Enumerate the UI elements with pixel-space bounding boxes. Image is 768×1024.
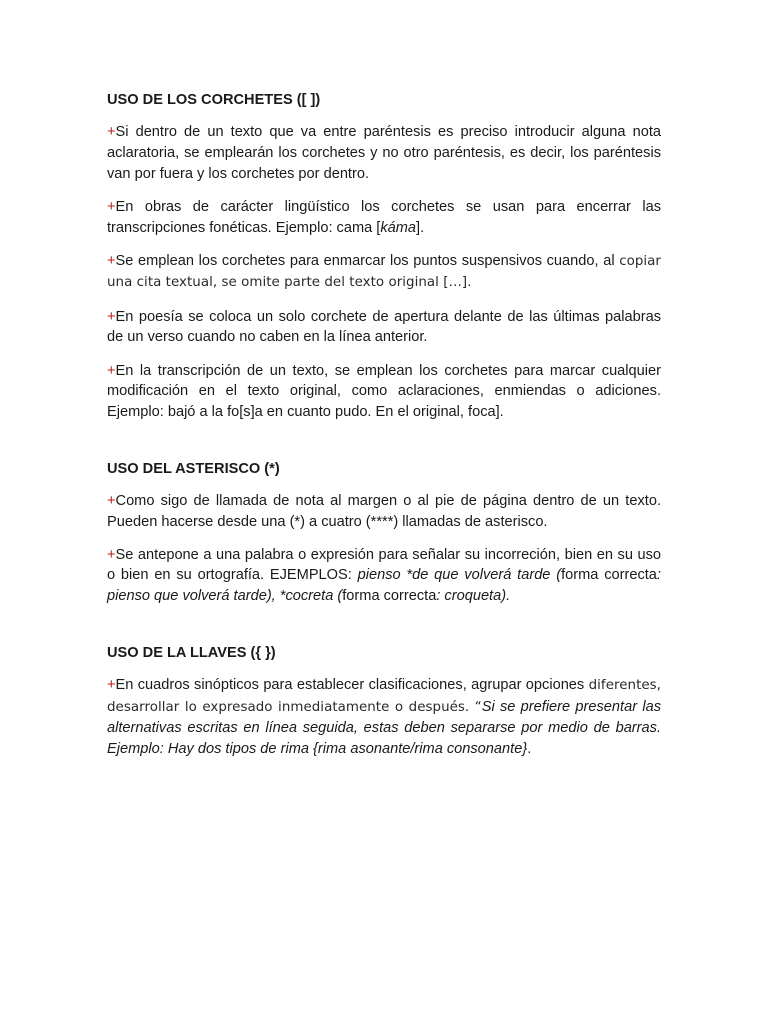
italic-text: Si se prefiere presentar las alternativas escritas en línea seguida, estas deben separarse por medio de barras. Ejemplo: Hay dos tipos de rima {rima asonante/rima consonante} [107,698,661,758]
paragraph [107,307,661,348]
paragraph-text: Si dentro de un texto que va entre paréntesis es preciso introducir alguna nota aclaratoria, se emplearán los corchetes y no otro paréntesis, es decir, los paréntesis van por fuera y los corchetes por dentro. [107,124,661,182]
plus-marker: + [107,677,116,694]
paragraph [107,675,661,760]
section-heading-corchetes: USO DE LOS CORCHETES ([ ]) [107,92,321,108]
paragraph-text: copiar una cita textual, se omite parte del texto original […]. [107,253,661,291]
plus-marker: + [107,124,116,141]
paragraph-text: En obras de carácter lingüístico los corchetes se usan para encerrar las transcripciones fonéticas. Ejemplo: cama [ [107,198,661,236]
paragraph-text: Se antepone a una palabra o expresión para señalar su incorreción, bien en su uso o bien en su ortografía. EJEMPLOS: [107,546,661,584]
paragraph [107,122,661,184]
section-heading-llaves: USO DE LA LLAVES ({ }) [107,644,276,661]
plus-marker: + [107,252,116,269]
italic-text: káma [380,219,417,236]
paragraph-text: forma correcta [561,567,657,584]
paragraph [107,251,661,294]
paragraph-text: . [527,741,532,758]
document-page [107,90,661,760]
italic-text: pienso *de que volverá tarde ( [357,567,562,584]
paragraph [107,491,661,532]
plus-marker: + [107,308,116,325]
paragraph-text: ]. [416,219,425,236]
plus-marker: + [107,492,116,509]
paragraph [107,361,661,423]
paragraph-text: Se emplean los corchetes para enmarcar los puntos suspensivos cuando, al [115,252,620,269]
paragraph [107,197,661,238]
paragraph-text: diferentes, desarrollar lo expresado inmediatamente o después. “ [107,678,661,715]
plus-marker: + [107,546,116,563]
paragraph-text: En poesía se coloca un solo corchete de apertura delante de las últimas palabras de un verso cuando no caben en la línea anterior. [107,308,661,346]
paragraph-text: Como sigo de llamada de nota al margen o al pie de página dentro de un texto. Pueden hacerse desde una (*) a cuatro (****) llamadas de asterisco. [107,492,661,530]
plus-marker: + [107,362,116,379]
paragraph-text: En cuadros sinópticos para establecer clasificaciones, agrupar opciones [115,677,589,694]
paragraph-text: forma correcta [342,588,437,605]
paragraph [107,545,661,607]
italic-text: : croqueta). [436,588,511,605]
plus-marker: + [107,198,116,215]
paragraph-text: En la transcripción de un texto, se emplean los corchetes para marcar cualquier modificación en el texto original, como aclaraciones, enmiendas o adiciones. Ejemplo: bajó a la fo[s]a en cuanto pudo. En el original, foca]. [107,362,661,420]
italic-text: : pienso que volverá tarde), *cocreta ( [107,567,661,605]
section-heading-asterisco: USO DEL ASTERISCO (*) [107,460,280,477]
